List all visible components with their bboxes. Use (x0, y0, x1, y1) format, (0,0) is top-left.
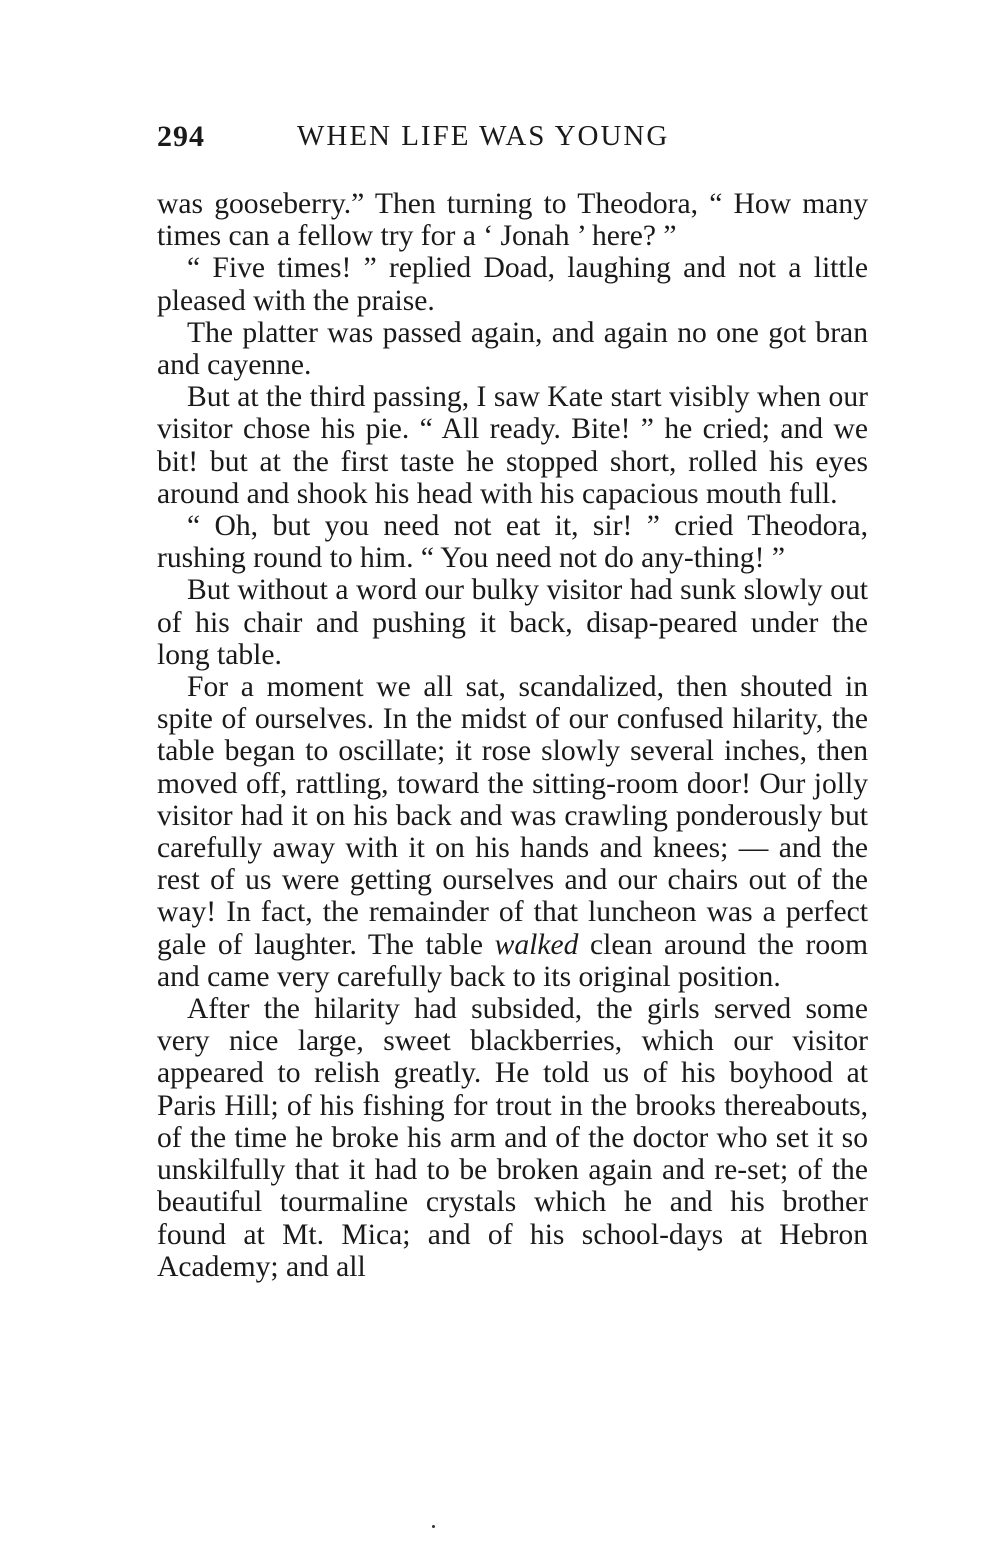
paragraph-text: But without a word our bulky visitor had sunk slowly out of his chair and pushing it back, disap-peared under the long table. (157, 574, 868, 671)
paragraph-text: For a moment we all sat, scandalized, then shouted in spite of ourselves. In the midst of our confused hilarity, the table began to oscillate; it rose slowly several inches, then moved off, rattling, toward the sitting-room door! Our jolly visitor had it on his back and was crawling ponderously but carefully away with it on his hands and knees; — and the rest of us were getting ourselves and our chairs out of the way! In fact, the remainder of that luncheon was a perfect gale of laughter. The table (157, 671, 868, 961)
italic-text: walked (494, 928, 579, 961)
paragraph (157, 510, 868, 574)
paragraph (157, 671, 868, 993)
paragraph-text: was gooseberry.” Then turning to Theodora, “ How many times can a fellow try for a ‘ Jonah ’ here? ” (157, 188, 868, 253)
paragraph-text: But at the third passing, I saw Kate start visibly when our visitor chose his pie. “ All ready. Bite! ” he cried; and we bit! but at the first taste he stopped short, rolled his eyes around and shook his head with his capacious mouth full. (157, 381, 868, 510)
page-number: 294 (157, 120, 205, 153)
paragraph (157, 188, 868, 252)
footer-dot (432, 1525, 435, 1528)
paragraph-text: After the hilarity had subsided, the girls served some very nice large, sweet blackberries, which our visitor appeared to relish greatly. He told us of his boyhood at Paris Hill; of his fishing for trout in the brooks thereabouts, of the time he broke his arm and of the doctor who set it so unskilfully that it had to be broken again and re-set; of the beautiful tourmaline crystals which he and his brother found at Mt. Mica; and of his school-days at Hebron Academy; and all (157, 993, 868, 1283)
paragraph-text: The platter was passed again, and again no one got bran and cayenne. (157, 316, 868, 382)
paragraph-text: clean around the room and came very carefully back to its original position. (157, 928, 868, 993)
paragraph-text: “ Five times! ” replied Doad, laughing and not a little pleased with the praise. (157, 252, 868, 317)
page-header (157, 120, 868, 160)
paragraph (157, 381, 868, 510)
running-title: WHEN LIFE WAS YOUNG (297, 120, 670, 152)
paragraph (157, 252, 868, 316)
body-text (157, 188, 868, 1283)
paragraph (157, 574, 868, 671)
paragraph-text: “ Oh, but you need not eat it, sir! ” cried Theodora, rushing round to him. “ You need not do any-thing! ” (157, 510, 868, 575)
book-page (157, 120, 868, 1283)
paragraph (157, 993, 868, 1283)
paragraph (157, 317, 868, 381)
